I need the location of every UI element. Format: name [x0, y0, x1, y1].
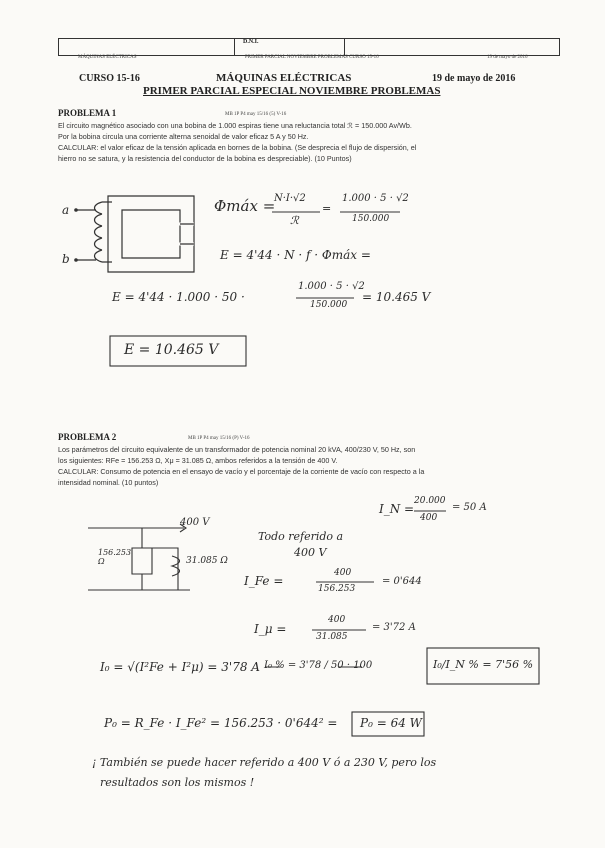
problem2-line4: intensidad nominal. (10 puntos) [58, 478, 159, 487]
hw-ife-lhs: I_Fe = [244, 574, 284, 588]
header-center-label: PRIMER PARCIAL NOVIEMBRE PROBLEMAS CURSO 15-16 [245, 55, 379, 60]
problem1-heading: PROBLEMA 1 [58, 108, 117, 118]
problem2-line2: los siguientes: RFe = 156.253 Ω, Xμ = 31.085 Ω, ambos referidos a la tensión de 400 V. [58, 456, 338, 465]
hw-in-den: 400 [420, 513, 438, 523]
hw-final-note-2: resultados son los mismos ! [100, 776, 255, 789]
problem1-line4: hierro no se satura, y la resistencia del conductor de la bobina es despreciable). (10 Puntos) [58, 154, 352, 163]
hw-pct-formula: I₀ % = 3'78 / 50 · 100 [264, 660, 373, 671]
hw-imu-rhs: = 3'72 A [372, 622, 416, 633]
subject-title: MÁQUINAS ELÉCTRICAS [216, 72, 352, 84]
header-left-label: MÁQUINAS ELÉCTRICAS [78, 55, 137, 60]
hw-in-num: 20.000 [414, 496, 446, 506]
hw-emf-calc-lhs: E = 4'44 · 1.000 · 50 · [112, 290, 245, 304]
hw-emf-calc-num: 1.000 · 5 · √2 [298, 281, 365, 292]
dni-label: D.N.I. [243, 39, 259, 45]
hw-final-note-1: ¡ También se puede hacer referido a 400 V ó a 230 V, pero los [92, 756, 437, 769]
problem2-line1: Los parámetros del circuito equivalente de un transformador de potencia nominal 20 kVA, 400/230 V, 50 Hz, son [58, 445, 416, 454]
problem1-line1: El circuito magnético asociado con una bobina de 1.000 espiras tiene una reluctancia total ℛ = 150.000 Av/Wb. [58, 121, 412, 130]
hw-flux-den2: 150.000 [352, 214, 390, 224]
hw-flux-lhs: Φmáx = [214, 197, 276, 215]
hw-ife-num: 400 [334, 568, 352, 578]
hw-ife-den: 156.253 [318, 584, 356, 594]
hw-in-lhs: I_N = [379, 502, 415, 516]
hw-flux-num: N·I·√2 [274, 193, 306, 204]
hw-imu-num: 400 [328, 615, 346, 625]
exam-title: PRIMER PARCIAL ESPECIAL NOVIEMBRE PROBLEMAS [143, 85, 441, 97]
hw-imu-lhs: I_μ = [254, 622, 287, 636]
coil-terminal-a: a [62, 203, 70, 217]
hw-p0-formula: P₀ = R_Fe · I_Fe² = 156.253 · 0'644² = [104, 716, 338, 730]
hw-imu-den: 31.085 [316, 632, 348, 642]
hw-note-voltage: 400 V [294, 546, 327, 559]
problem1-line2: Por la bobina circula una corriente alterna senoidal de valor eficaz 5 A y 50 Hz. [58, 132, 309, 141]
hw-in-rhs: = 50 A [452, 502, 487, 513]
hw-pct-result: I₀/I_N % = 7'56 % [433, 658, 534, 671]
problem2-ref: MB 1P P4 may 15/16 (P) V-16 [188, 436, 250, 441]
coil-terminal-b: b [62, 252, 70, 266]
problem2-heading: PROBLEMA 2 [58, 432, 117, 442]
course-label: CURSO 15-16 [79, 73, 140, 84]
hw-emf-formula: E = 4'44 · N · f · Φmáx = [220, 248, 371, 262]
hw-emf-calc-den: 150.000 [310, 300, 348, 310]
problem1-line3: CALCULAR: el valor eficaz de la tensión aplicada en bornes de la bobina. (Se desprecia el flujo de dispersión, el [58, 143, 417, 152]
hw-i0-formula: I₀ = √(I²Fe + I²μ) = 3'78 A [100, 660, 260, 674]
hw-voltage: 400 V [180, 517, 210, 528]
hw-eq1: = [322, 202, 332, 215]
hw-flux-den: ℛ [290, 214, 299, 227]
hw-ife-rhs: = 0'644 [382, 576, 422, 587]
problem2-line3: CALCULAR: Consumo de potencia en el ensayo de vacío y el porcentaje de la corriente de vacío con respecto a la [58, 467, 425, 476]
problem1-ref: MB 1P P4 may 15/16 (5) V-16 [225, 112, 287, 117]
hw-emf-calc-rhs: = 10.465 V [362, 290, 431, 304]
exam-date: 19 de mayo de 2016 [432, 73, 516, 84]
hw-p0-result: P₀ = 64 W [360, 716, 422, 730]
header-right-label: 19 de mayo de 2016 [487, 55, 528, 60]
hw-xmu-label: 31.085 Ω [186, 556, 228, 566]
hw-note-referred: Todo referido a [258, 530, 344, 543]
hw-flux-num2: 1.000 · 5 · √2 [342, 193, 409, 204]
problem1-result: E = 10.465 V [124, 342, 219, 358]
hw-rfe-label: 156.253 Ω [98, 548, 132, 566]
